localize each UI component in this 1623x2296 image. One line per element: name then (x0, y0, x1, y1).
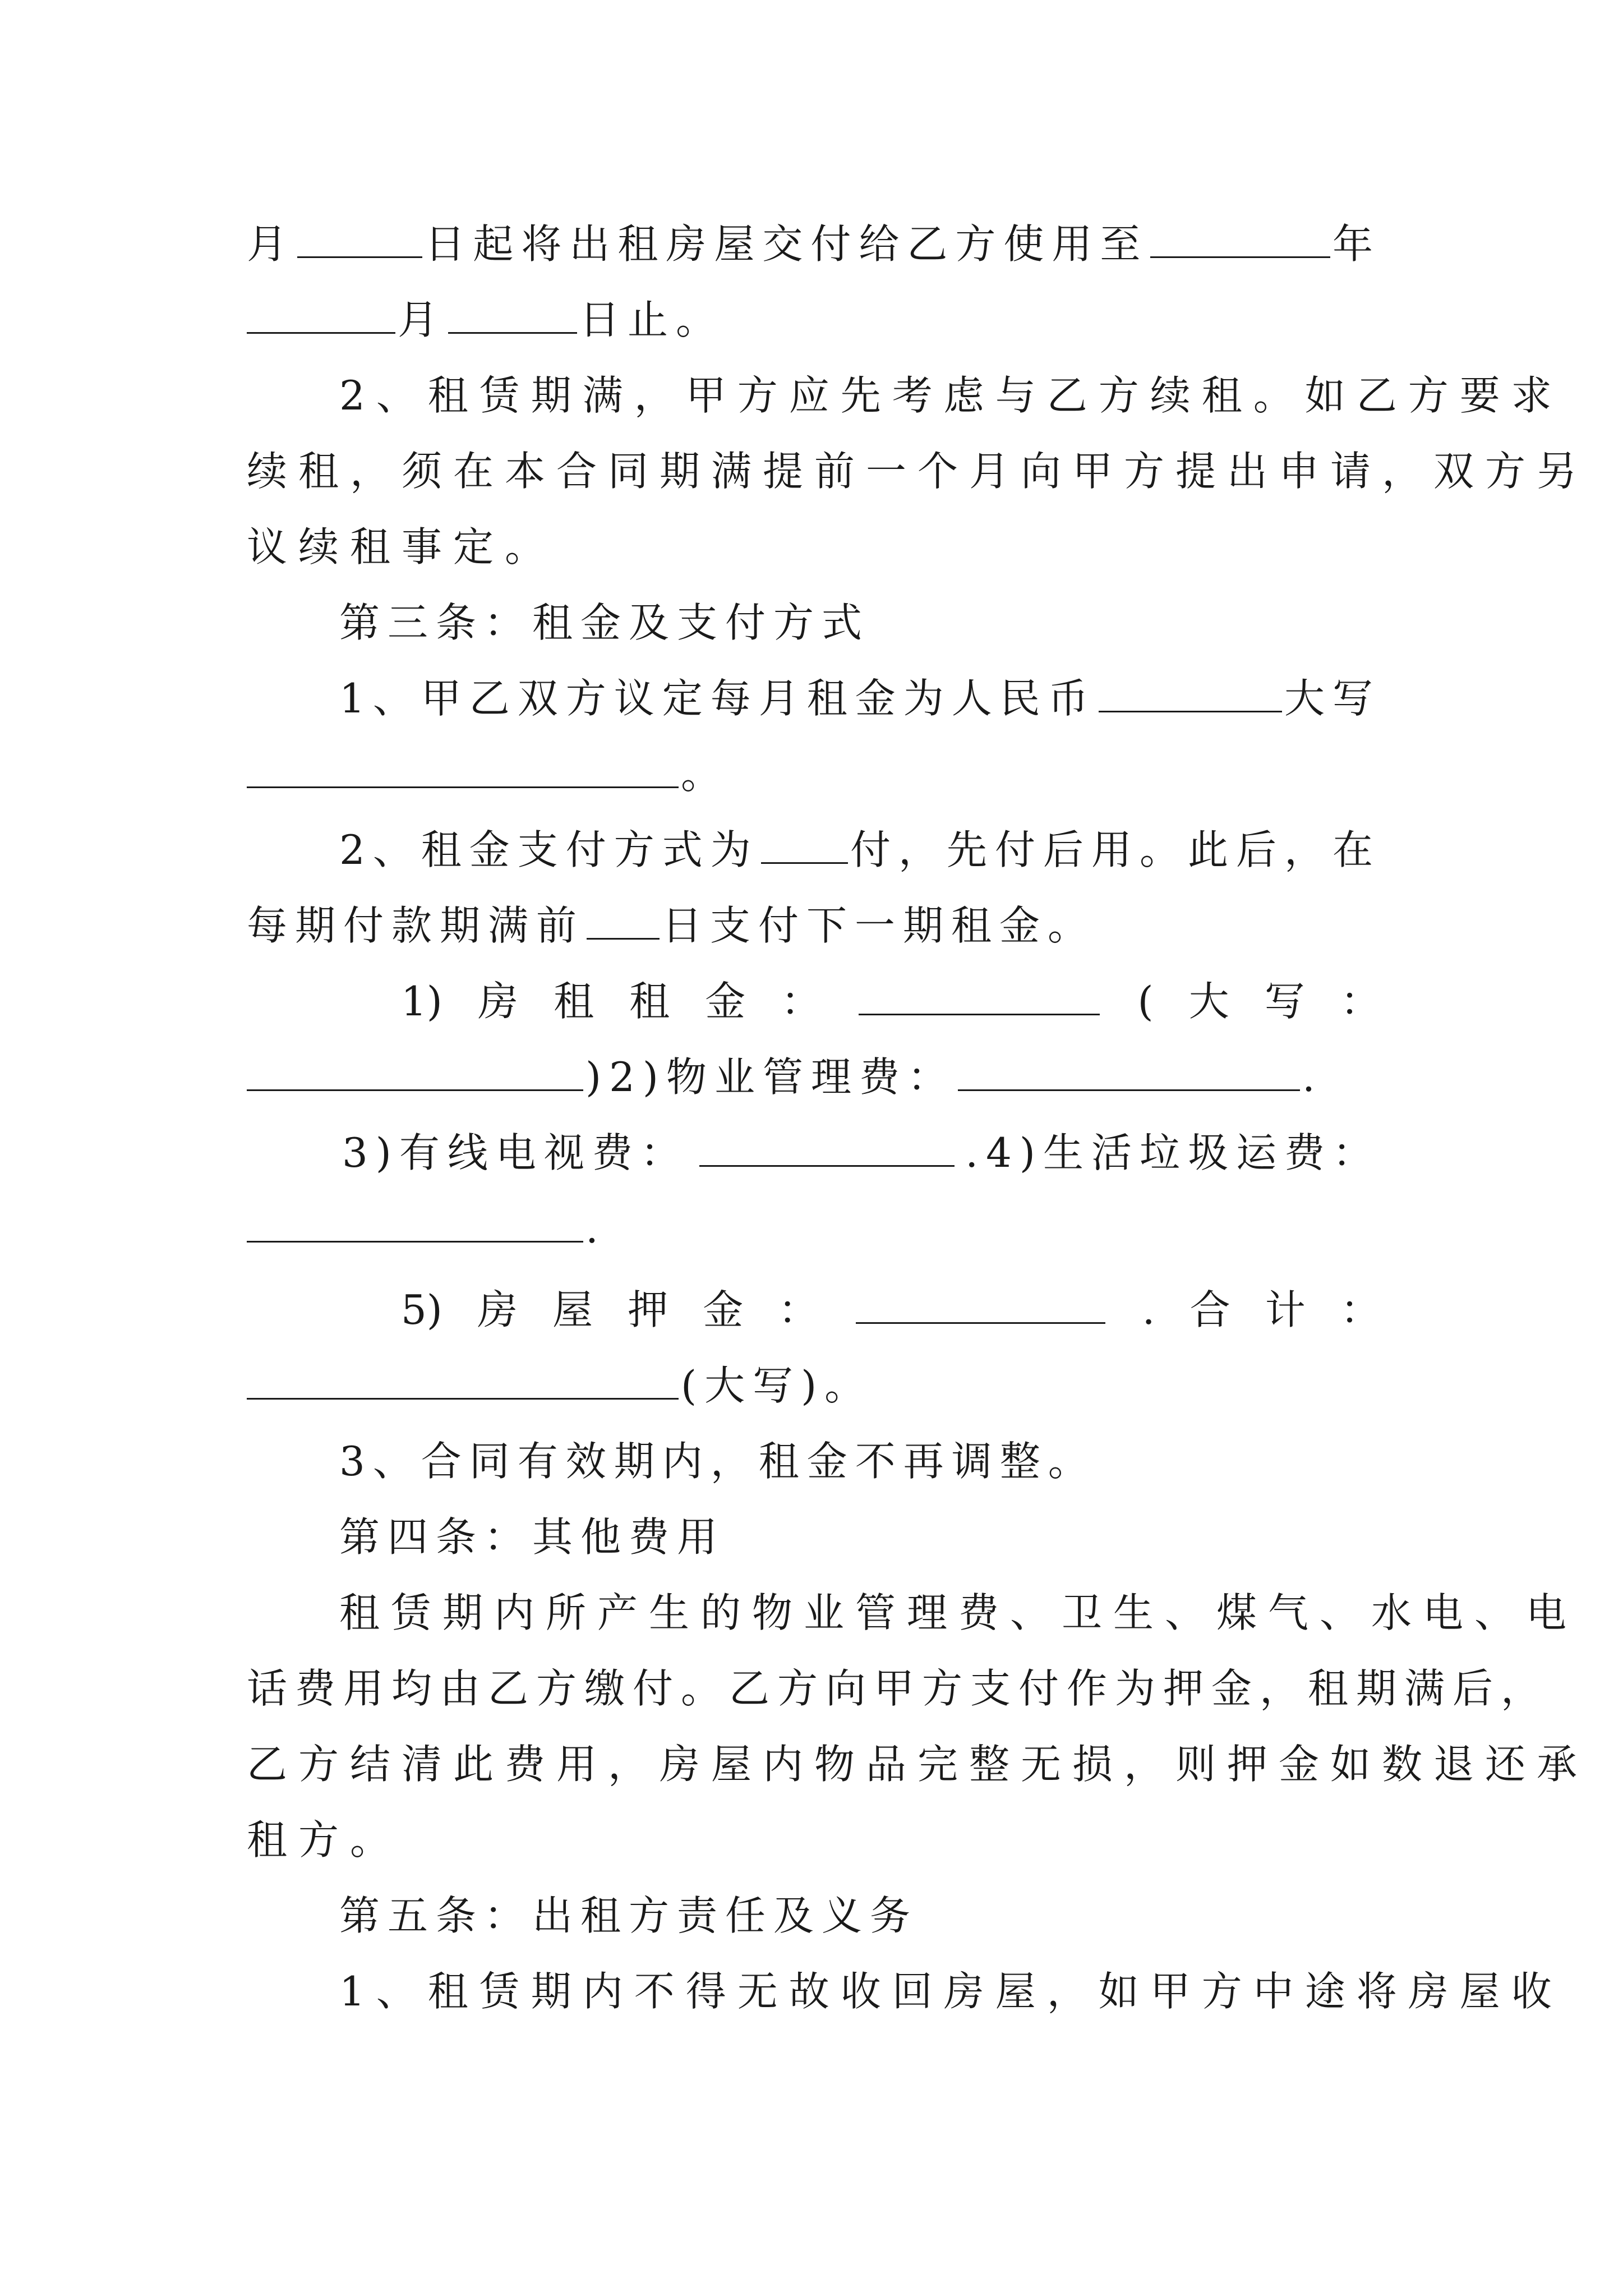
text-char: 计 (1265, 1286, 1306, 1333)
blank-field (761, 824, 848, 864)
text-char: 金 (705, 978, 746, 1025)
text-char: ： (781, 978, 822, 1025)
text-line (247, 1349, 1381, 1422)
text-segment: 3)有线电视费： (342, 1129, 689, 1176)
blank-field (247, 1360, 679, 1400)
text-segment: 大写 (1284, 675, 1381, 722)
text-segment: .4)生活垃圾运费： (965, 1129, 1381, 1176)
text-char: ( (1137, 978, 1154, 1025)
text-segment: 日止。 (579, 296, 725, 343)
paragraph-line: 租赁期内所产生的物业管理费、卫生、煤气、水电、电 (339, 1589, 1578, 1636)
text-segment: 每期付款期满前 (247, 902, 585, 949)
text-segment: 1、甲乙双方议定每月租金为人民币 (339, 675, 1096, 722)
text-line (247, 1041, 1381, 1114)
text-line (342, 1116, 1381, 1189)
blank-field (448, 294, 577, 334)
section-heading: 第四条：其他费用 (339, 1513, 726, 1561)
text-char: 租 (554, 978, 594, 1025)
text-line (247, 738, 1381, 811)
text-segment: 付，先付后用。此后，在 (850, 826, 1381, 873)
blank-field (1099, 673, 1282, 712)
text-line (247, 208, 1381, 280)
blank-field (247, 1203, 583, 1243)
blank-field (1150, 218, 1330, 258)
text-line (401, 1273, 1381, 1346)
text-line (247, 283, 1381, 356)
text-segment: 2、租金支付方式为 (339, 826, 759, 873)
text-line (247, 1192, 1381, 1265)
text-char: 房 (477, 978, 518, 1025)
blank-field (297, 218, 422, 258)
text-char: ： (778, 1286, 819, 1333)
text-segment: )2)物业管理费： (585, 1053, 956, 1101)
text-char: 金 (703, 1286, 744, 1333)
section-heading: 第五条：出租方责任及义务 (339, 1892, 919, 1939)
text-segment: 月 (398, 296, 446, 343)
text-segment: . (585, 1205, 598, 1252)
text-line (247, 889, 1381, 962)
item-number: 5) (401, 1286, 442, 1333)
text-char: 写 (1264, 978, 1305, 1025)
text-segment: 日支付下一期租金。 (662, 902, 1096, 949)
paragraph-line: 租方。 (247, 1816, 402, 1864)
text-char: ： (1340, 1286, 1381, 1333)
text-line (339, 813, 1381, 886)
blank-field (699, 1127, 955, 1167)
text-segment: 日起将出租房屋交付给乙方使用至 (425, 220, 1149, 268)
text-char: 房 (477, 1286, 518, 1333)
paragraph-line: 2、租赁期满，甲方应先考虑与乙方续租。如乙方要求 (339, 372, 1563, 419)
text-line (339, 662, 1381, 735)
text-char: 大 (1188, 978, 1229, 1025)
blank-field (247, 1051, 583, 1091)
paragraph-line: 话费用均由乙方缴付。乙方向甲方支付作为押金，租期满后， (247, 1665, 1550, 1712)
text-char: 屋 (552, 1286, 593, 1333)
paragraph-line: 续租，须在本合同期满提前一个月向甲方提出申请，双方另 (247, 448, 1589, 495)
text-segment: 年 (1332, 220, 1381, 268)
text-segment: 月 (247, 220, 296, 268)
text-segment: (大写)。 (681, 1362, 873, 1409)
text-char: ： (1340, 978, 1381, 1025)
paragraph-line: 1、租赁期内不得无故收回房屋，如甲方中途将房屋收 (339, 1968, 1563, 2015)
blank-field (587, 900, 660, 940)
blank-field (247, 294, 395, 334)
text-segment: . (1302, 1053, 1315, 1101)
text-line (401, 965, 1381, 1038)
paragraph-line: 乙方结清此费用，房屋内物品完整无损，则押金如数退还承 (247, 1741, 1589, 1788)
text-char: 租 (629, 978, 670, 1025)
section-heading: 第三条：租金及支付方式 (339, 599, 870, 646)
text-char: 合 (1189, 1286, 1230, 1333)
blank-field (247, 748, 679, 788)
text-char: 押 (628, 1286, 668, 1333)
paragraph-line: 议续租事定。 (247, 523, 557, 570)
blank-field (859, 976, 1100, 1015)
blank-field (958, 1051, 1300, 1091)
text-char: . (1142, 1286, 1155, 1333)
paragraph-line: 3、合同有效期内，租金不再调整。 (339, 1438, 1096, 1485)
item-number: 1) (401, 978, 442, 1025)
blank-field (856, 1284, 1105, 1324)
text-segment: 。 (681, 751, 722, 798)
